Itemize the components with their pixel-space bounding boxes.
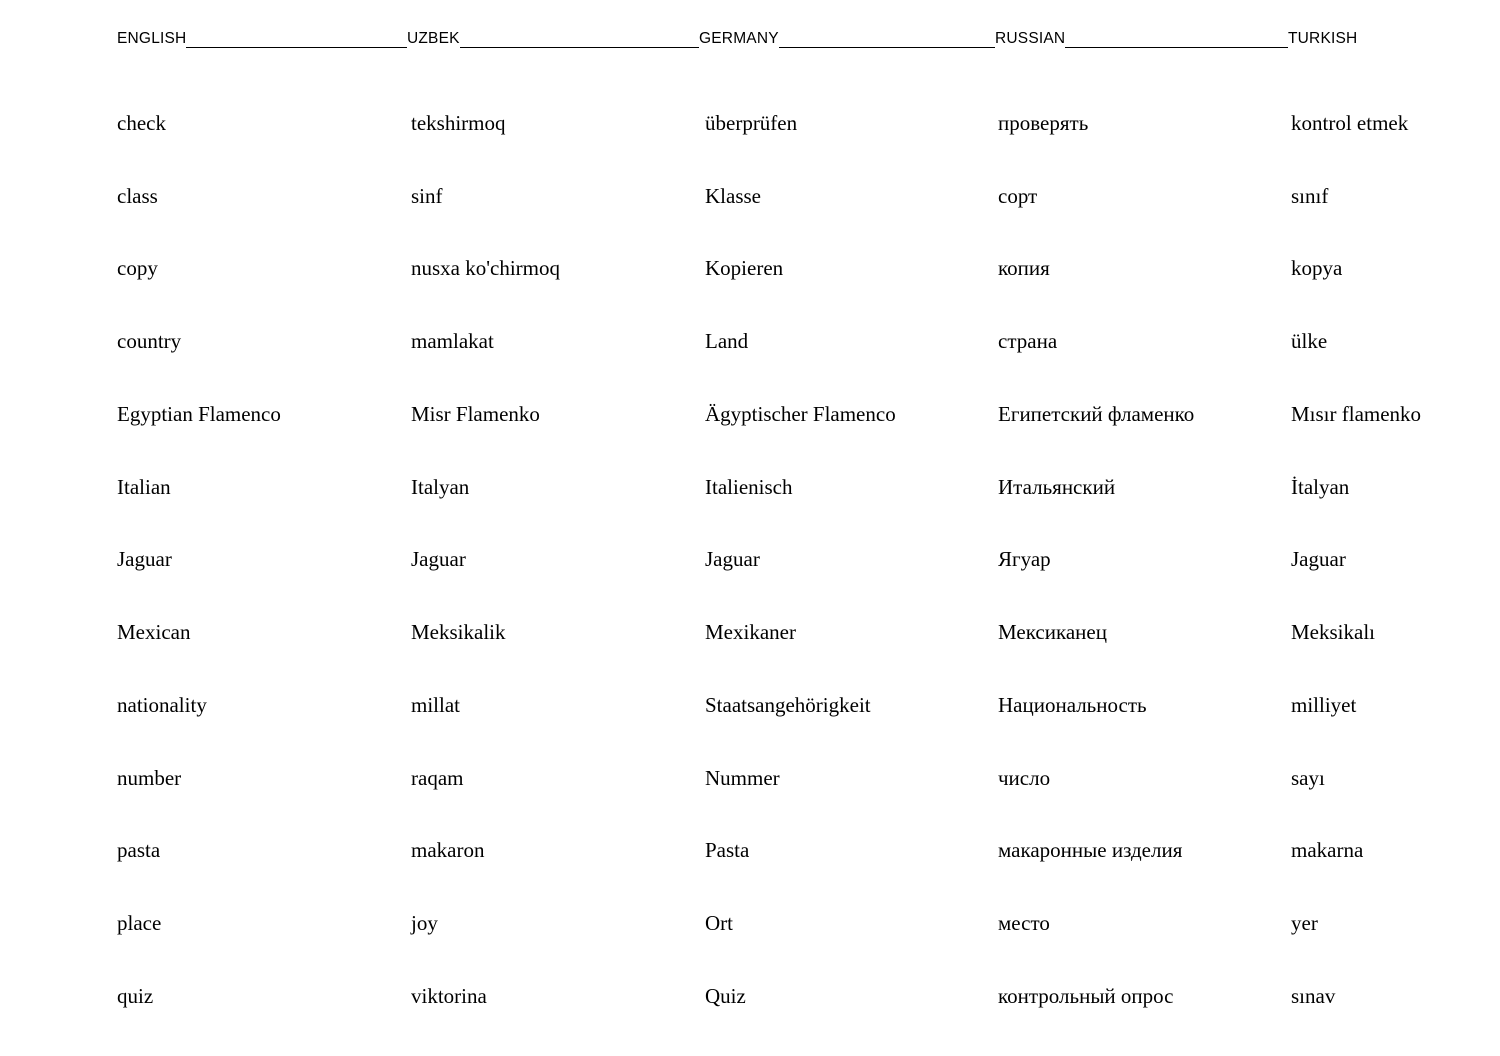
- table-row: [117, 596, 1500, 669]
- header-underline: [460, 29, 699, 49]
- cell-germany: Pasta: [705, 838, 750, 863]
- cell-germany: Staatsangehörigkeit: [705, 692, 871, 717]
- table-row: [117, 815, 1500, 888]
- cell-germany: Nummer: [705, 765, 780, 790]
- cell-uzbek: nusxa ko'chirmoq: [411, 256, 561, 281]
- cell-germany: Land: [705, 329, 749, 354]
- cell-english: quiz: [117, 983, 154, 1008]
- cell-germany: Ägyptischer Flamenco: [705, 401, 896, 426]
- cell-english: copy: [117, 256, 158, 281]
- header-underline: [779, 29, 995, 49]
- cell-uzbek: millat: [411, 692, 460, 717]
- cell-germany: Klasse: [705, 183, 761, 208]
- table-row: [117, 960, 1500, 1033]
- cell-uzbek: makaron: [411, 838, 485, 863]
- cell-english: Mexican: [117, 620, 191, 645]
- header-cell-turkish: [1288, 29, 1375, 49]
- table-row: [117, 305, 1500, 378]
- cell-english: Jaguar: [117, 547, 172, 572]
- cell-uzbek: Misr Flamenko: [411, 401, 540, 426]
- cell-uzbek: Jaguar: [411, 547, 466, 572]
- cell-russian: копия: [998, 256, 1050, 281]
- header-cell-russian: [995, 29, 1288, 49]
- cell-turkish: Mısır flamenko: [1291, 401, 1422, 426]
- table-header: [117, 29, 1375, 49]
- cell-uzbek: joy: [411, 911, 438, 936]
- cell-russian: Египетский фламенко: [998, 401, 1195, 426]
- table-row: [117, 669, 1500, 742]
- cell-germany: Quiz: [705, 983, 746, 1008]
- column-header-uzbek: UZBEK: [407, 30, 460, 47]
- cell-turkish: sınıf: [1291, 183, 1329, 208]
- header-cell-uzbek: [407, 29, 699, 49]
- cell-turkish: Meksikalı: [1291, 620, 1375, 645]
- cell-english: place: [117, 911, 162, 936]
- cell-russian: сорт: [998, 183, 1038, 208]
- cell-uzbek: tekshirmoq: [411, 110, 506, 135]
- cell-english: nationality: [117, 692, 207, 717]
- cell-turkish: sayı: [1291, 765, 1325, 790]
- cell-russian: Мексиканец: [998, 620, 1107, 645]
- cell-turkish: yer: [1291, 911, 1318, 936]
- column-header-germany: GERMANY: [699, 30, 779, 47]
- header-underline: [186, 29, 407, 49]
- header-cell-germany: [699, 29, 995, 49]
- cell-turkish: İtalyan: [1291, 474, 1350, 499]
- cell-uzbek: Meksikalik: [411, 620, 506, 645]
- cell-uzbek: raqam: [411, 765, 464, 790]
- cell-germany: Ort: [705, 911, 733, 936]
- cell-uzbek: mamlakat: [411, 329, 494, 354]
- cell-english: Egyptian Flamenco: [117, 401, 281, 426]
- cell-russian: страна: [998, 329, 1058, 354]
- cell-russian: число: [998, 765, 1051, 790]
- cell-uzbek: viktorina: [411, 983, 487, 1008]
- cell-russian: Национальность: [998, 692, 1147, 717]
- cell-germany: Jaguar: [705, 547, 760, 572]
- cell-germany: Italienisch: [705, 474, 793, 499]
- cell-english: pasta: [117, 838, 161, 863]
- cell-english: check: [117, 110, 166, 135]
- cell-russian: место: [998, 911, 1050, 936]
- cell-turkish: milliyet: [1291, 692, 1357, 717]
- cell-turkish: sınav: [1291, 983, 1336, 1008]
- cell-russian: Ягуар: [998, 547, 1051, 572]
- header-cell-english: [117, 29, 407, 49]
- table-row: [117, 160, 1500, 233]
- column-header-turkish: TURKISH: [1288, 30, 1358, 47]
- table-row: [117, 378, 1500, 451]
- cell-germany: Mexikaner: [705, 620, 796, 645]
- cell-turkish: kopya: [1291, 256, 1343, 281]
- cell-uzbek: sinf: [411, 183, 443, 208]
- cell-russian: макаронные изделия: [998, 838, 1183, 863]
- cell-russian: проверять: [998, 110, 1089, 135]
- cell-turkish: Jaguar: [1291, 547, 1346, 572]
- table-row: [117, 887, 1500, 960]
- cell-english: number: [117, 765, 182, 790]
- cell-germany: überprüfen: [705, 110, 798, 135]
- table-row: [117, 451, 1500, 524]
- cell-uzbek: Italyan: [411, 474, 470, 499]
- header-underline: [1065, 29, 1288, 49]
- cell-turkish: kontrol etmek: [1291, 110, 1409, 135]
- cell-russian: Итальянский: [998, 474, 1116, 499]
- cell-english: class: [117, 183, 158, 208]
- cell-germany: Kopieren: [705, 256, 784, 281]
- vocab-table: [117, 87, 1500, 1033]
- table-row: [117, 233, 1500, 306]
- column-header-english: ENGLISH: [117, 30, 187, 47]
- cell-turkish: ülke: [1291, 329, 1328, 354]
- table-row: [117, 742, 1500, 815]
- cell-english: country: [117, 329, 182, 354]
- table-row: [117, 524, 1500, 597]
- table-row: [117, 87, 1500, 160]
- cell-english: Italian: [117, 474, 171, 499]
- cell-turkish: makarna: [1291, 838, 1364, 863]
- cell-russian: контрольный опрос: [998, 983, 1174, 1008]
- column-header-russian: RUSSIAN: [995, 30, 1066, 47]
